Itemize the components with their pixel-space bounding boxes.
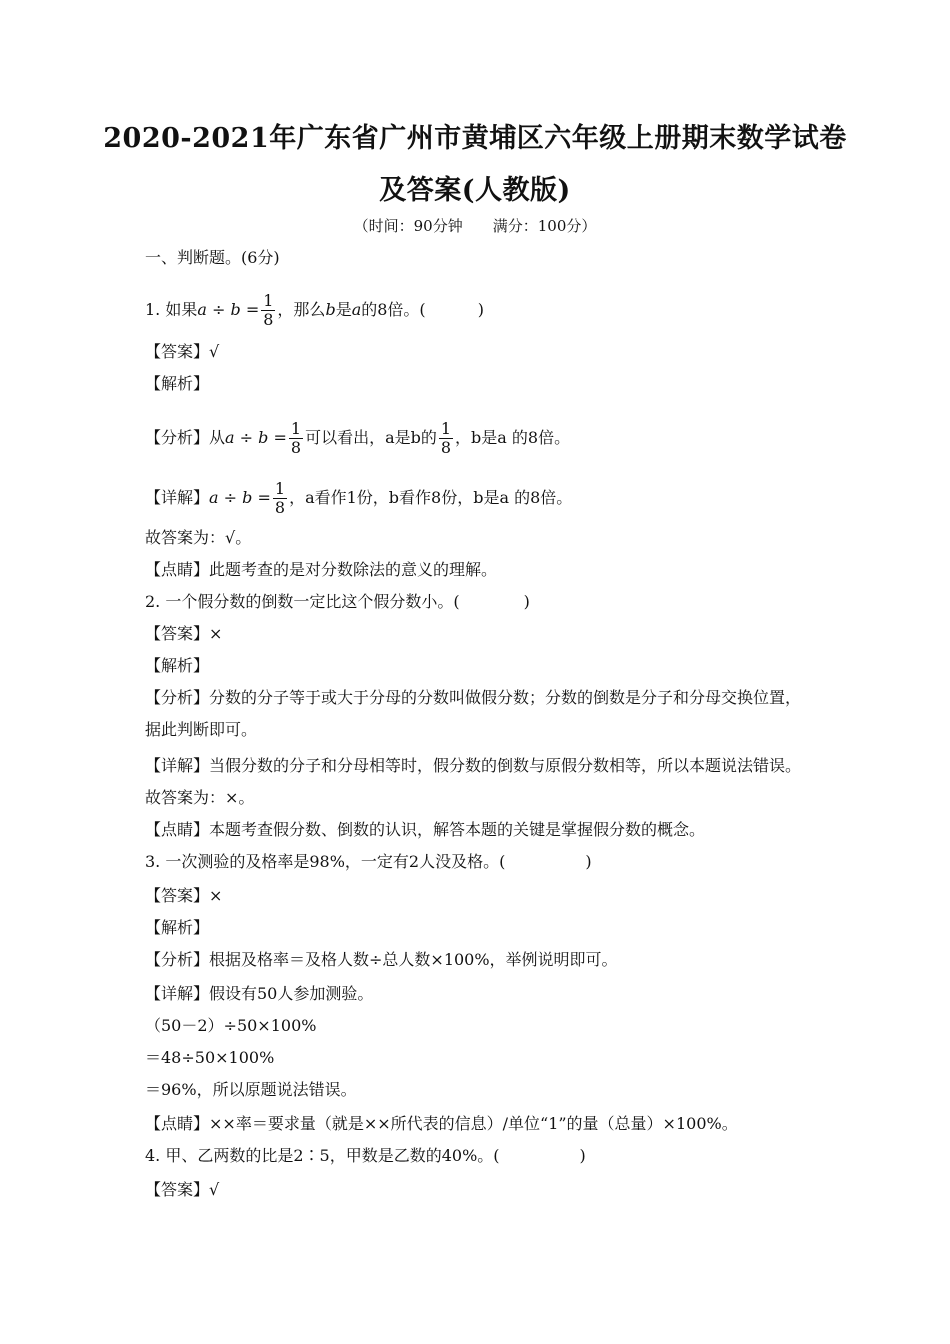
question-text: 是	[335, 300, 352, 319]
fraction	[273, 480, 287, 517]
analysis-fenxi: 【分析】根据及格率＝及格人数÷总人数×100%，举例说明即可。	[145, 950, 618, 969]
question-4: 4. 甲、乙两数的比是2∶5，甲数是乙数的40%。( )	[145, 1146, 586, 1165]
analysis-fenxi	[145, 420, 570, 457]
analysis-xiangjie	[145, 480, 572, 517]
math-variable: b	[325, 300, 336, 319]
calculation-step: ＝96%，所以原题说法错误。	[145, 1080, 357, 1099]
math-expression: a ÷ b =	[197, 300, 260, 319]
analysis-heading: 【解析】	[145, 656, 210, 675]
fraction-denominator: 8	[440, 438, 452, 457]
fraction	[439, 420, 453, 457]
key-point: 【点睛】此题考查的是对分数除法的意义的理解。	[145, 560, 498, 579]
answer-label: 【答案】√	[145, 342, 220, 361]
section-heading: 一、判断题。(6分)	[145, 248, 280, 267]
conclusion: 故答案为：√。	[145, 528, 252, 547]
math-variable: a	[351, 300, 362, 319]
math-expression: a ÷ b =	[209, 488, 271, 507]
fraction-denominator: 8	[274, 498, 286, 517]
calculation-step: （50－2）÷50×100%	[145, 1016, 317, 1035]
document-title-line2: 及答案(人教版)	[379, 175, 571, 206]
exam-info: （时间：90分钟 满分：100分）	[353, 217, 597, 235]
question-2: 2. 一个假分数的倒数一定比这个假分数小。( )	[145, 592, 530, 611]
fraction-numerator: 1	[290, 419, 302, 438]
analysis-fenxi: 【分析】分数的分子等于或大于分母的分数叫做假分数；分数的倒数是分子和分母交换位置，据此判断即可。	[145, 688, 802, 739]
calculation-step: ＝48÷50×100%	[145, 1048, 275, 1067]
fraction-denominator: 8	[263, 310, 274, 329]
fraction-numerator: 1	[274, 479, 286, 498]
analysis-text: 【分析】从	[145, 428, 226, 447]
fraction-numerator: 1	[440, 419, 452, 438]
analysis-heading: 【解析】	[145, 918, 210, 937]
question-text: 的8倍。(	[361, 300, 426, 319]
key-point: 【点睛】××率＝要求量（就是××所代表的信息）/单位“1”的量（总量）×100%。	[145, 1114, 738, 1133]
question-text: ，那么	[277, 300, 326, 319]
key-point: 【点睛】本题考查假分数、倒数的认识，解答本题的关键是掌握假分数的概念。	[145, 820, 706, 839]
answer-label: 【答案】√	[145, 1180, 220, 1199]
question-3: 3. 一次测验的及格率是98%，一定有2人没及格。( )	[145, 852, 592, 871]
analysis-text: 【详解】	[145, 488, 210, 507]
fraction-denominator: 8	[290, 438, 302, 457]
question-number: 1.	[145, 300, 161, 319]
answer-label: 【答案】×	[145, 886, 223, 905]
analysis-text: ，b是a 的8倍。	[455, 428, 571, 447]
fraction	[261, 292, 275, 329]
math-expression: a ÷ b =	[225, 428, 287, 447]
document-title-line1: 2020-2021年广东省广州市黄埔区六年级上册期末数学试卷	[103, 123, 847, 154]
fraction-numerator: 1	[263, 291, 274, 310]
analysis-text: ，a看作1份，b看作8份，b是a 的8倍。	[289, 488, 573, 507]
question-1	[145, 292, 484, 329]
fraction	[289, 420, 303, 457]
question-text: 如果	[165, 300, 198, 319]
question-text: )	[477, 300, 484, 319]
answer-label: 【答案】×	[145, 624, 223, 643]
conclusion: 故答案为：×。	[145, 788, 255, 807]
analysis-xiangjie: 【详解】假设有50人参加测验。	[145, 984, 374, 1003]
analysis-text: 可以看出，a是b的	[305, 428, 437, 447]
analysis-xiangjie: 【详解】当假分数的分子和分母相等时，假分数的倒数与原假分数相等，所以本题说法错误。	[145, 756, 802, 775]
analysis-heading: 【解析】	[145, 374, 210, 393]
